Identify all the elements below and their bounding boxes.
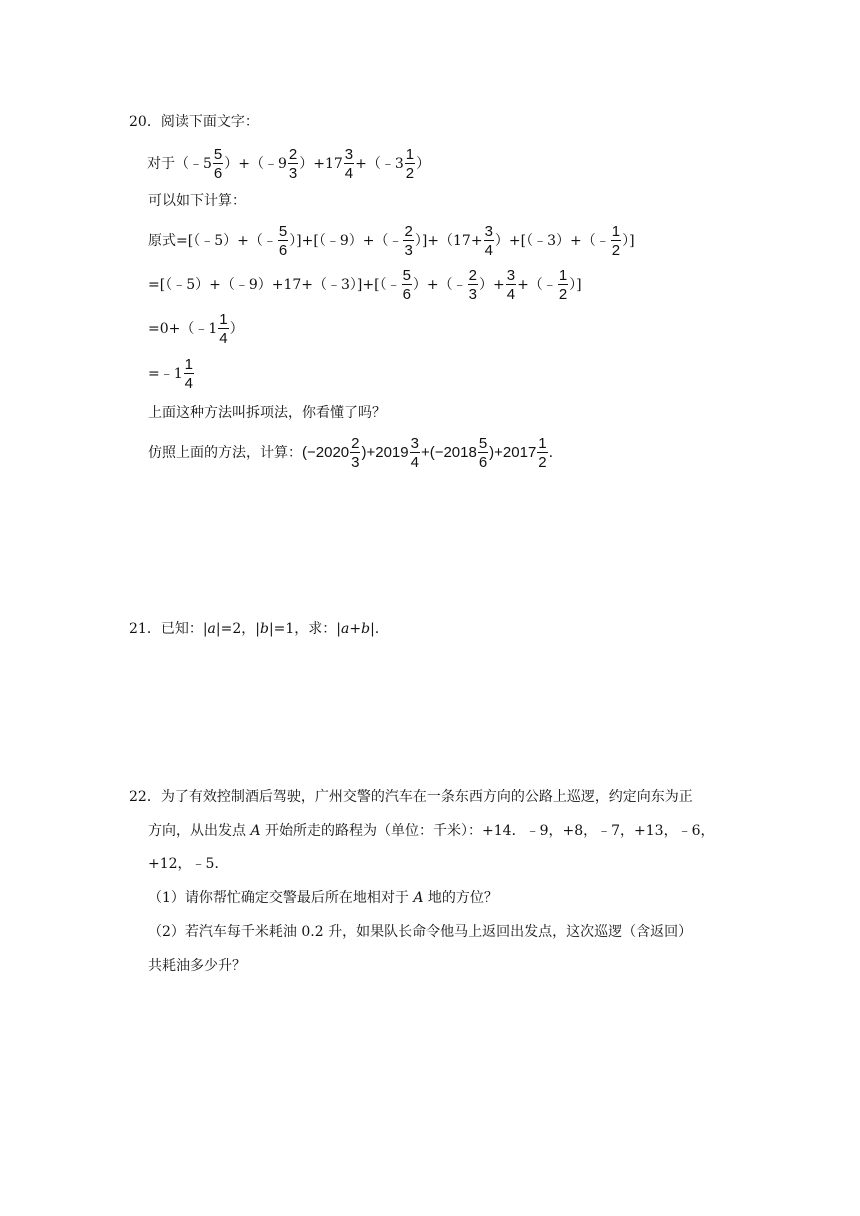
fraction-one-half: $\frac{1}{2}$ (405, 146, 415, 182)
q20-task (148, 436, 553, 470)
fraction-one-fourth: $\frac{1}{4}$ (219, 311, 228, 347)
fraction-two-thirds: $\frac{2}{3}$ (404, 223, 413, 259)
text: |. (370, 621, 380, 637)
fraction-three-fourths: $\frac{3}{4}$ (506, 267, 516, 303)
fraction-five-sixths: $\frac{5}{6}$ (213, 146, 223, 182)
text: . (548, 445, 554, 461)
q20-step4 (148, 357, 195, 391)
fraction-five-sixths: $\frac{5}{6}$ (478, 435, 488, 471)
q22-line3: +12，﹣5． (148, 856, 229, 872)
text: |=2，| (215, 621, 260, 637)
fraction-five-sixths: $\frac{5}{6}$ (402, 267, 411, 303)
text: ）+（﹣ (412, 277, 467, 293)
text: 原式=[（﹣5）+（﹣ (148, 233, 277, 249)
text: )+2017 (489, 444, 537, 461)
text: (−2020 (302, 444, 350, 461)
text: 地的方位？ (423, 890, 498, 906)
text: ） (416, 156, 431, 172)
fraction-three-fourths: $\frac{3}{4}$ (410, 435, 419, 471)
fraction-one-fourth: $\frac{1}{4}$ (184, 356, 193, 392)
text: +（﹣3 (355, 156, 404, 172)
fraction-one-half: $\frac{1}{2}$ (611, 223, 621, 259)
text: ）+17 (299, 156, 343, 172)
q20-step3 (148, 312, 244, 346)
text: + (349, 621, 362, 637)
text: ）+ (479, 277, 505, 293)
variable: a (207, 621, 216, 637)
fraction-two-thirds: $\frac{2}{3}$ (351, 435, 360, 471)
text: ）+[（﹣3）+（﹣ (494, 233, 610, 249)
fraction-five-sixths: $\frac{5}{6}$ (278, 223, 288, 259)
text: 开始所走的路程为（单位：千米）：+14．﹣9，+8，﹣7，+13，﹣6， (260, 823, 715, 839)
fraction-one-half: $\frac{1}{2}$ (558, 267, 568, 303)
text: ） (229, 321, 244, 337)
q22-line1: 22．为了有效控制酒后驾驶，广州交警的汽车在一条东西方向的公路上巡逻，约定向东为正 (129, 789, 693, 805)
q22-part2-line1: （2）若汽车每千米耗油 0.2 升，如果队长命令他马上返回出发点，这次巡逻（含返回） (148, 924, 693, 940)
q20-step1 (148, 224, 635, 258)
text: ）] (622, 233, 635, 249)
q20-question: 上面这种方法叫拆项法，你看懂了吗？ (148, 405, 386, 421)
text: 仿照上面的方法，计算： (148, 445, 302, 461)
text: =﹣1 (148, 366, 183, 382)
text: ）]+[（﹣9）+（﹣ (289, 233, 403, 249)
text: )+2019 (361, 444, 409, 461)
q22-part1 (148, 891, 498, 905)
fraction-three-fourths: $\frac{3}{4}$ (344, 146, 354, 182)
point-label: A (250, 823, 261, 839)
fraction-one-half: $\frac{1}{2}$ (538, 435, 547, 471)
text: 21．已知：| (129, 621, 208, 637)
text: +(−2018 (420, 444, 477, 461)
q20-heading: 20．阅读下面文字： (129, 114, 259, 130)
variable: a (341, 621, 350, 637)
fraction-two-thirds: $\frac{2}{3}$ (288, 146, 298, 182)
text: +（﹣ (517, 277, 557, 293)
q20-step2 (148, 268, 582, 302)
text: ）]+（17+ (414, 233, 483, 249)
variable: b (259, 621, 269, 637)
text: =[（﹣5）+（﹣9）+17+（﹣3）]+[（﹣ (148, 277, 401, 293)
text: =0+（﹣1 (148, 321, 218, 337)
q20-given-expression (147, 147, 430, 181)
fraction-three-fourths: $\frac{3}{4}$ (484, 223, 493, 259)
text: ）+（﹣9 (224, 156, 287, 172)
q20-calc-intro: 可以如下计算： (148, 193, 246, 209)
text: ）] (569, 277, 582, 293)
text: 方向，从出发点 (148, 823, 251, 839)
variable: b (361, 621, 371, 637)
text: 对于（﹣5 (147, 156, 212, 172)
text: |=1，求：| (268, 621, 342, 637)
q21 (129, 622, 379, 636)
fraction-two-thirds: $\frac{2}{3}$ (468, 267, 477, 303)
q22-part2-line2: 共耗油多少升？ (148, 958, 246, 974)
point-label: A (413, 890, 424, 906)
text: （1）请你帮忙确定交警最后所在地相对于 (148, 890, 414, 906)
q22-line2 (148, 824, 714, 838)
